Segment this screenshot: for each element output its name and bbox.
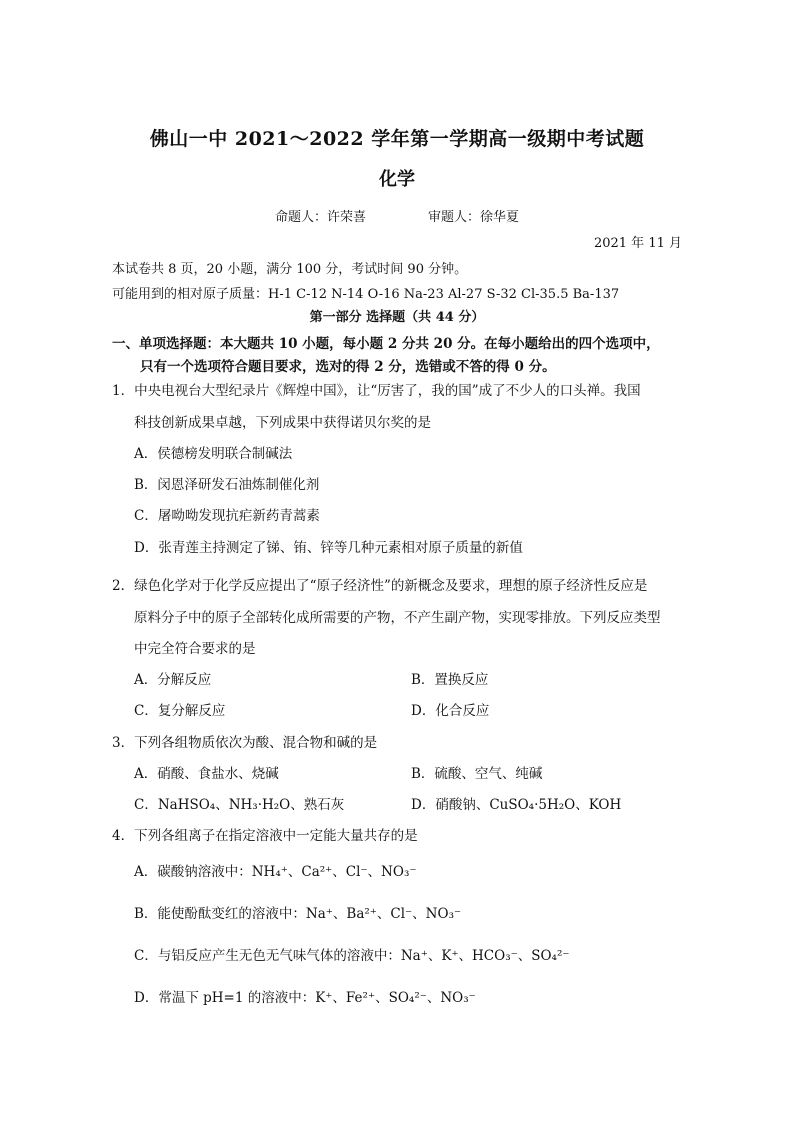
q4-option-a: A．碳酸钠溶液中：NH₄⁺、Ca²⁺、Cl⁻、NO₃⁻ [134, 864, 417, 880]
q1-option-a: A．侯德榜发明联合制碱法 [134, 446, 293, 462]
q3-stem: 3．下列各组物质依次为酸、混合物和碱的是 [112, 735, 378, 751]
q1-stem-line-1: 1．中央电视台大型纪录片《辉煌中国》，让“厉害了，我的国”成了不少人的口头禅。我国 [112, 383, 641, 399]
intro-line-1: 本试卷共 8 页，20 小题，满分 100 分，考试时间 90 分钟。 [112, 262, 468, 277]
q1-option-b: B．闵恩泽研发石油炼制催化剂 [134, 477, 320, 493]
q2-option-d: D．化合反应 [411, 703, 490, 719]
setter: 命题人：许荣喜 [274, 210, 366, 225]
q1-option-c: C．屠呦呦发现抗疟新药青蒿素 [134, 508, 320, 524]
section-instructions-2: 只有一个选项符合题目要求，选对的得 2 分，选错或不答的得 0 分。 [140, 359, 556, 375]
q3-option-d: D．硝酸钠、CuSO₄·5H₂O、KOH [411, 797, 622, 813]
exam-date: 2021 年 11 月 [593, 236, 682, 251]
section-instructions-1: 一、单项选择题：本大题共 10 小题，每小题 2 分共 20 分。在每小题给出的四个选项中， [112, 336, 660, 352]
reviewer: 审题人：徐华夏 [428, 210, 520, 225]
part-heading: 第一部分 选择题（共 44 分） [309, 310, 485, 325]
atomic-mass-line: 可能用到的相对原子质量：H-1 C-12 N-14 O-16 Na-23 Al-27 S-32 Cl-35.5 Ba-137 [112, 287, 620, 302]
q3-option-b: B．硫酸、空气、纯碱 [411, 766, 543, 782]
subject-title: 化学 [379, 169, 415, 190]
q3-option-a: A．硝酸、食盐水、烧碱 [134, 766, 279, 782]
q1-option-d: D．张青莲主持测定了锑、铕、锌等几种元素相对原子质量的新值 [134, 540, 523, 556]
q4-option-c: C．与铝反应产生无色无气味气体的溶液中：Na⁺、K⁺、HCO₃⁻、SO₄²⁻ [134, 948, 570, 964]
q4-stem: 4．下列各组离子在指定溶液中一定能大量共存的是 [112, 828, 418, 844]
q1-stem-line-2: 科技创新成果卓越，下列成果中获得诺贝尔奖的是 [134, 415, 431, 431]
q2-option-b: B．置换反应 [411, 672, 489, 688]
exam-title: 佛山一中 2021～2022 学年第一学期高一级期中考试题 [149, 128, 645, 150]
q4-option-d: D．常温下 pH=1 的溶液中：K⁺、Fe²⁺、SO₄²⁻、NO₃⁻ [134, 990, 476, 1006]
q2-stem-line-1: 2．绿色化学对于化学反应提出了“原子经济性”的新概念及要求，理想的原子经济性反应是 [112, 578, 648, 594]
authors-line [0, 206, 794, 225]
q3-option-c: C．NaHSO₄、NH₃·H₂O、熟石灰 [134, 797, 345, 813]
q2-stem-line-2: 原料分子中的原子全部转化成所需要的产物，不产生副产物，实现零排放。下列反应类型 [134, 610, 661, 626]
q2-stem-line-3: 中完全符合要求的是 [134, 641, 256, 657]
q2-option-c: C．复分解反应 [134, 703, 226, 719]
q4-option-b: B．能使酚酞变红的溶液中：Na⁺、Ba²⁺、Cl⁻、NO₃⁻ [134, 906, 462, 922]
q2-option-a: A．分解反应 [134, 672, 212, 688]
